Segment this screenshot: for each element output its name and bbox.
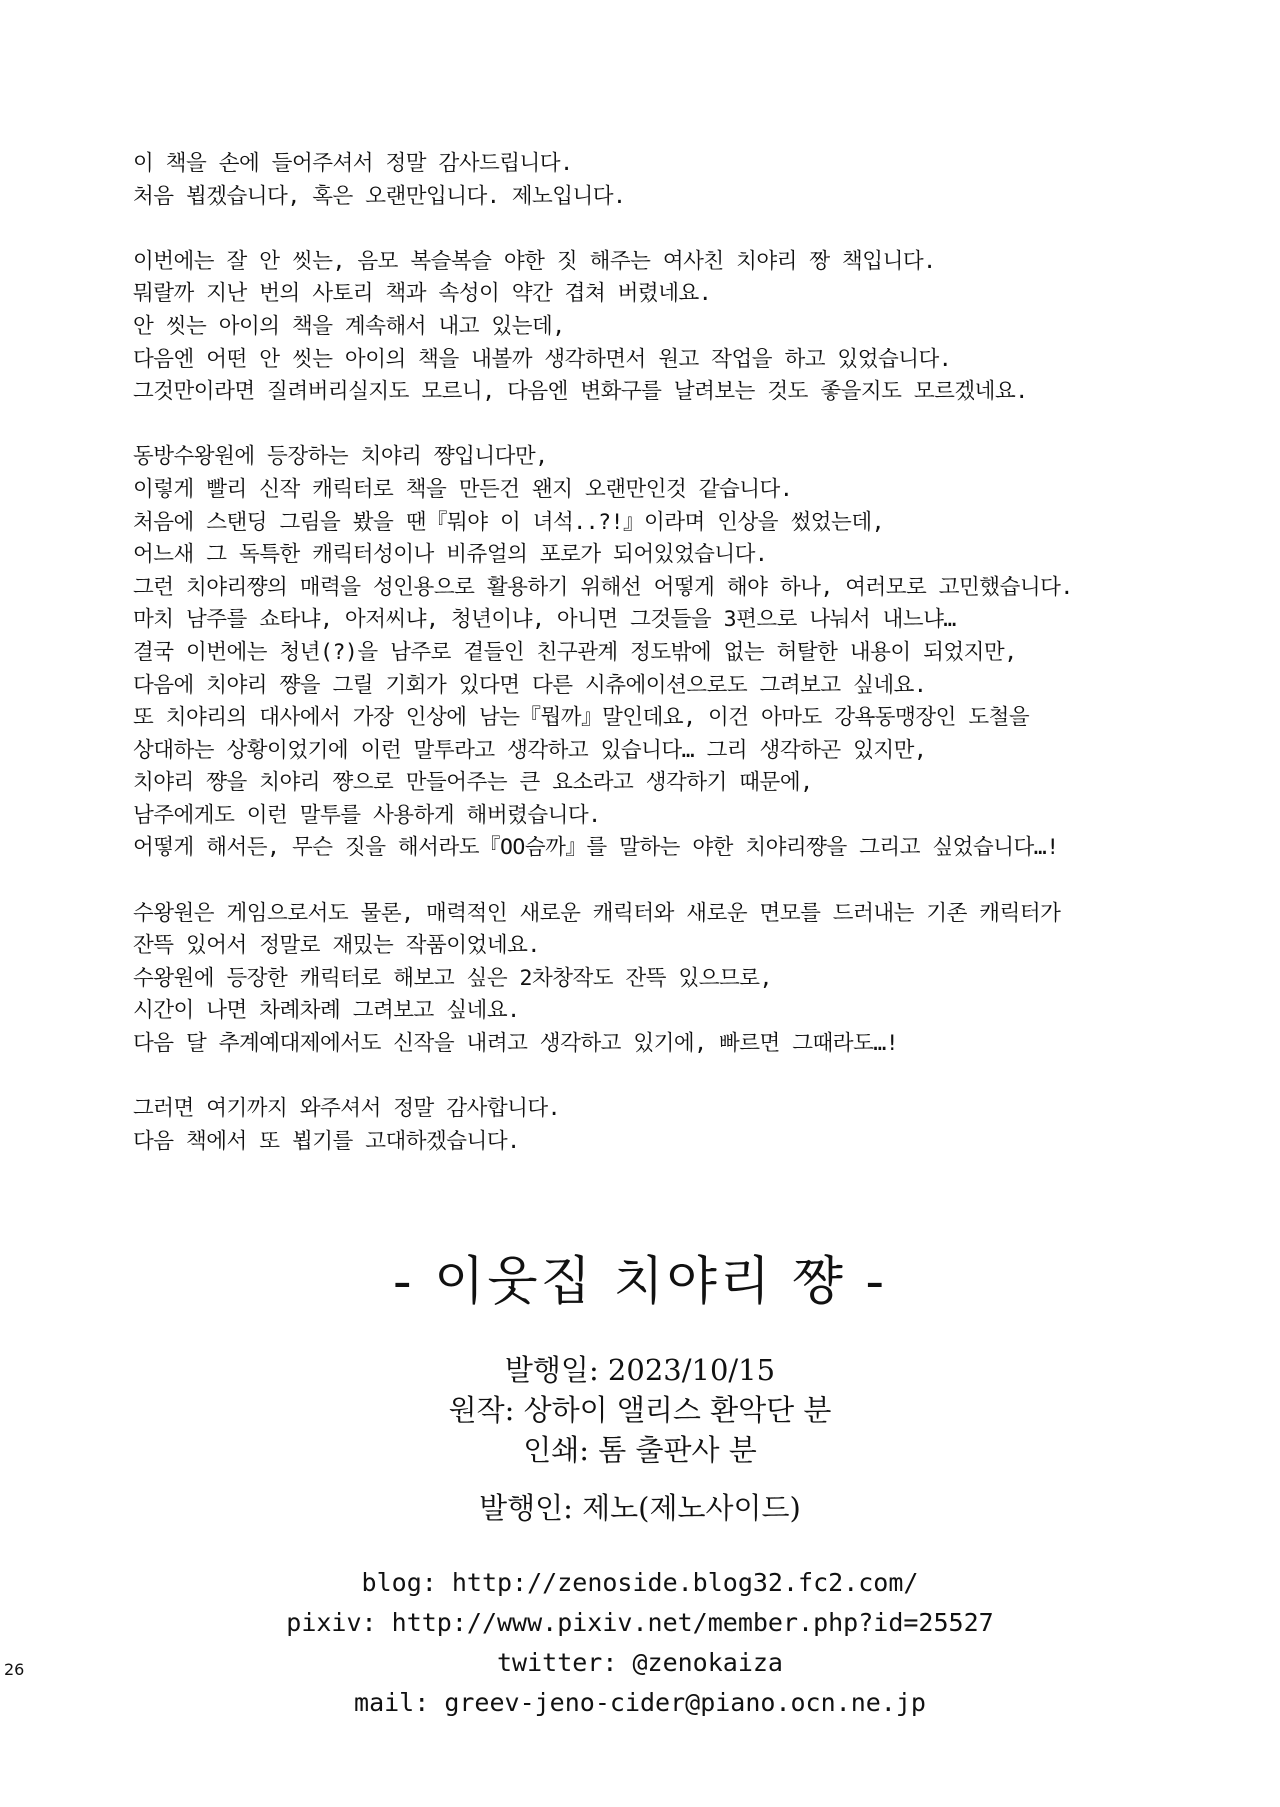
twitter-handle[interactable]: twitter: @zenokaiza — [497, 1648, 783, 1677]
publisher-credit: 발행인: 제노(제노사이드) — [479, 1491, 801, 1525]
printing-credit: 인쇄: 톰 출판사 분 — [523, 1433, 757, 1467]
text-line: 이렇게 빨리 신작 캐릭터로 책을 만든건 왠지 오랜만인것 같습니다. — [133, 476, 793, 502]
afterword-paragraph — [133, 898, 1213, 1061]
text-line: 잔뜩 있어서 정말로 재밌는 작품이었네요. — [133, 933, 540, 959]
text-line: 처음에 스탠딩 그림을 봤을 땐『뭐야 이 녀석..?!』이라며 인상을 썼었는데, — [133, 509, 885, 535]
text-line: 다음 책에서 또 뵙기를 고대하겠습니다. — [133, 1128, 520, 1154]
original-work-credit: 원작: 상하이 앨리스 환악단 분 — [448, 1393, 832, 1427]
text-line: 동방수왕원에 등장하는 치야리 쨩입니다만, — [133, 444, 548, 470]
text-line: 그러면 여기까지 와주셔서 정말 감사합니다. — [133, 1096, 561, 1122]
mail-address[interactable]: mail: greev-jeno-cider@piano.ocn.ne.jp — [354, 1688, 926, 1717]
pixiv-link[interactable]: pixiv: http://www.pixiv.net/member.php?id=25527 — [286, 1608, 994, 1637]
blog-link[interactable]: blog: http://zenoside.blog32.fc2.com/ — [361, 1568, 919, 1597]
text-line: 다음엔 어떤 안 씻는 아이의 책을 내볼까 생각하면서 원고 작업을 하고 있었습니다. — [133, 346, 952, 372]
book-title: - 이웃집 치야리 쨩 - — [392, 1252, 888, 1312]
text-line: 어떻게 해서든, 무슨 짓을 해서라도『OO슴까』를 말하는 야한 치야리쨩을 그리고 싶었습니다…! — [133, 835, 1059, 861]
afterword-paragraph — [133, 246, 1213, 409]
afterword-paragraph — [133, 441, 1213, 865]
text-line: 치야리 쨩을 치야리 쨩으로 만들어주는 큰 요소라고 생각하기 때문에, — [133, 770, 813, 796]
afterword-paragraph — [133, 1093, 1213, 1158]
text-line: 이 책을 손에 들어주셔서 정말 감사드립니다. — [133, 151, 573, 176]
text-line: 그것만이라면 질려버리실지도 모르니, 다음엔 변화구를 날려보는 것도 좋을지도 모르겠네요. — [133, 379, 1028, 405]
text-line: 다음 달 추계예대제에서도 신작을 내려고 생각하고 있기에, 빠르면 그때라도…! — [133, 1031, 899, 1057]
text-line: 안 씻는 아이의 책을 계속해서 내고 있는데, — [133, 313, 565, 339]
afterword-paragraph — [133, 148, 1213, 213]
afterword-text — [133, 148, 1213, 1158]
text-line: 이번에는 잘 안 씻는, 음모 복슬복슬 야한 짓 해주는 여사친 치야리 짱 책입니다. — [133, 248, 936, 274]
page-number: 26 — [4, 1660, 25, 1679]
contact-info — [0, 1563, 1280, 1723]
text-line: 그런 치야리쨩의 매력을 성인용으로 활용하기 위해선 어떻게 해야 하나, 여러모로 고민했습니다. — [133, 574, 1073, 600]
publish-date: 발행일: 2023/10/15 — [504, 1353, 776, 1387]
text-line: 남주에게도 이런 말투를 사용하게 해버렸습니다. — [133, 802, 601, 828]
text-line: 뭐랄까 지난 번의 사토리 책과 속성이 약간 겹쳐 버렸네요. — [133, 281, 712, 307]
publication-info — [0, 1350, 1280, 1470]
text-line: 결국 이번에는 청년(?)을 남주로 곁들인 친구관계 정도밖에 없는 허탈한 내용이 되었지만, — [133, 639, 1017, 665]
text-line: 어느새 그 독특한 캐릭터성이나 비쥬얼의 포로가 되어있었습니다. — [133, 542, 768, 568]
text-line: 마치 남주를 쇼타냐, 아저씨냐, 청년이냐, 아니면 그것들을 3편으로 나눠서 내느냐… — [133, 607, 956, 633]
text-line: 수왕원은 게임으로서도 물론, 매력적인 새로운 캐릭터와 새로운 면모를 드러내는 기존 캐릭터가 — [133, 900, 1061, 926]
text-line: 상대하는 상황이었기에 이런 말투라고 생각하고 있습니다… 그리 생각하곤 있지만, — [133, 737, 927, 763]
text-line: 다음에 치야리 쨩을 그릴 기회가 있다면 다른 시츄에이션으로도 그려보고 싶네요. — [133, 672, 927, 698]
text-line: 수왕원에 등장한 캐릭터로 해보고 싶은 2차창작도 잔뜩 있으므로, — [133, 965, 772, 991]
text-line: 또 치야리의 대사에서 가장 인상에 남는『뭡까』말인데요, 이건 아마도 강욕동맹장인 도철을 — [133, 705, 1030, 731]
text-line: 처음 뵙겠습니다, 혹은 오랜만입니다. 제노입니다. — [133, 183, 626, 209]
text-line: 시간이 나면 차례차례 그려보고 싶네요. — [133, 998, 520, 1024]
